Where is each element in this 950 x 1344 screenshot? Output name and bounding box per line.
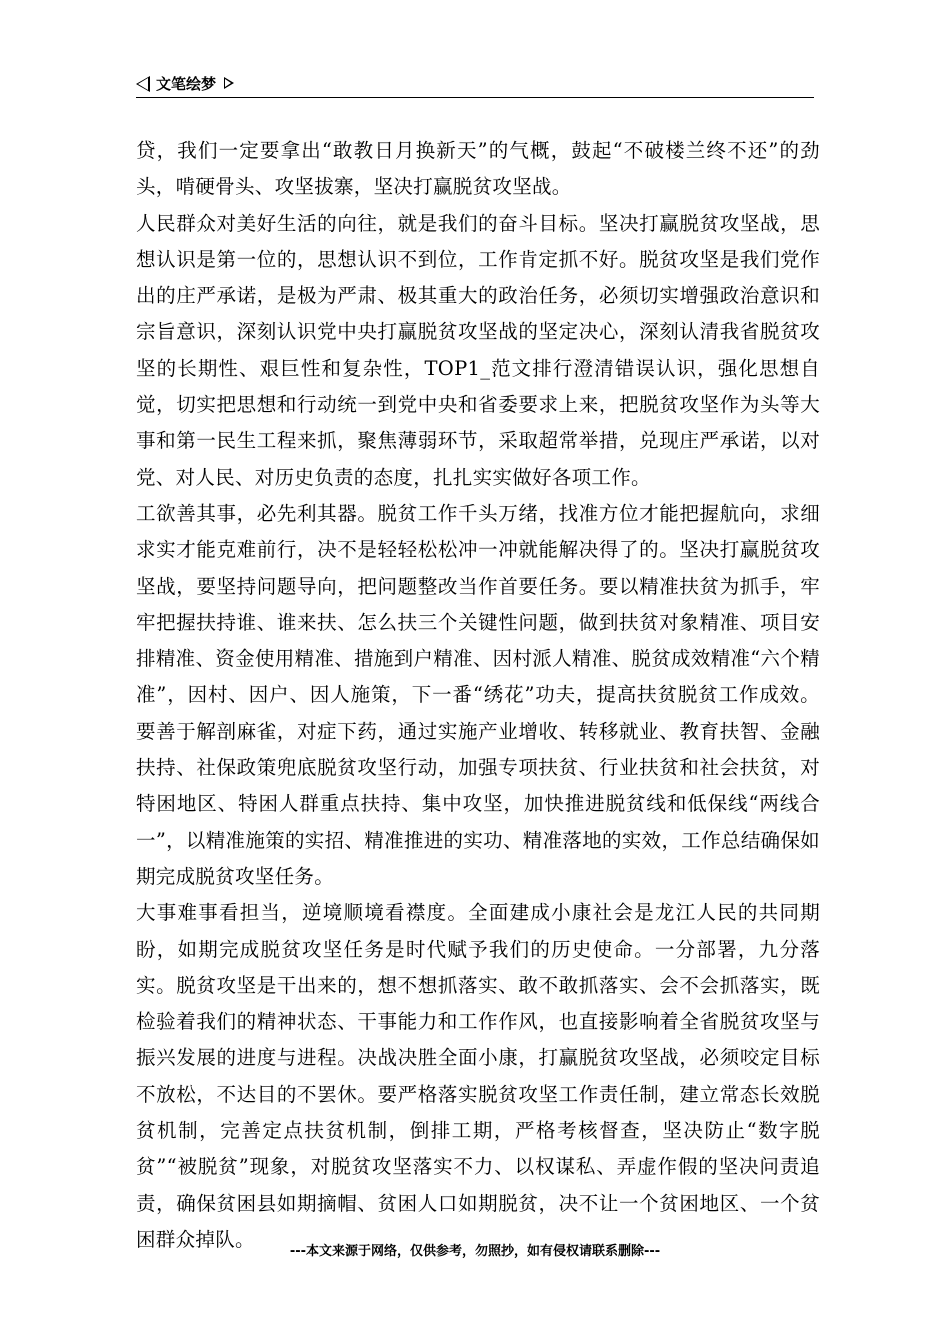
paragraph: 贷，我们一定要拿出“敢教日月换新天”的气概，鼓起“不破楼兰终不还”的劲头，啃硬骨头、攻坚拔寨，坚决打赢脱贫攻坚战。: [136, 139, 820, 199]
paragraph: 人民群众对美好生活的向往，就是我们的奋斗目标。坚决打赢脱贫攻坚战，思想认识是第一位的，思想认识不到位，工作肯定抓不好。脱贫攻坚是我们党作出的庄严承诺，是极为严肃、极其重大的政治任务，必须切实增强政治意识和宗旨意识，深刻认识党中央打赢脱贫攻坚战的坚定决心，深刻认清我省脱贫攻坚的长期性、艰巨性和复杂性，TOP1_范文排行澄清错误认识，强化思想自觉，切实把思想和行动统一到党中央和省委要求上来，把脱贫攻坚作为头等大事和第一民生工程来抓，聚焦薄弱环节，采取超常举措，兑现庄严承诺，以对党、对人民、对历史负责的态度，扎扎实实做好各项工作。: [136, 211, 820, 489]
triangle-left-icon: [136, 76, 150, 92]
footer-disclaimer: ---本文来源于网络，仅供参考，勿照抄，如有侵权请联系删除---: [289, 1244, 661, 1259]
header-divider: [136, 97, 814, 98]
paragraph: 工欲善其事，必先利其器。脱贫工作千头万绪，找准方位才能把握航向，求细求实才能克难前行，决不是轻轻松松冲一冲就能解决得了的。坚决打赢脱贫攻坚战，要坚持问题导向，把问题整改当作首要任务。要以精准扶贫为抓手，牢牢把握扶持谁、谁来扶、怎么扶三个关键性问题，做到扶贫对象精准、项目安排精准、资金使用精准、措施到户精准、因村派人精准、脱贫成效精准“六个精准”，因村、因户、因人施策，下一番“绣花”功夫，提高扶贫脱贫工作成效。要善于解剖麻雀，对症下药，通过实施产业增收、转移就业、教育扶智、金融扶持、社保政策兜底脱贫攻坚行动，加强专项扶贫、行业扶贫和社会扶贫，对特困地区、特困人群重点扶持、集中攻坚，加快推进脱贫线和低保线“两线合一”，以精准施策的实招、精准推进的实功、精准落地的实效，工作总结确保如期完成脱贫攻坚任务。: [136, 501, 820, 888]
document-body: [136, 133, 820, 1258]
triangle-right-icon: [224, 77, 234, 89]
paragraph: 大事难事看担当，逆境顺境看襟度。全面建成小康社会是龙江人民的共同期盼，如期完成脱贫攻坚任务是时代赋予我们的历史使命。一分部署，九分落实。脱贫攻坚是干出来的，想不想抓落实、敢不敢抓落实、会不会抓落实，既检验着我们的精神状态、干事能力和工作作风，也直接影响着全省脱贫攻坚与振兴发展的进度与进程。决战决胜全面小康，打赢脱贫攻坚战，必须咬定目标不放松，不达目的不罢休。要严格落实脱贫攻坚工作责任制，建立常态长效脱贫机制，完善定点扶贫机制，倒排工期，严格考核督查，坚决防止“数字脱贫”“被脱贫”现象，对脱贫攻坚落实不力、以权谋私、弄虚作假的坚决问责追责，确保贫困县如期摘帽、贫困人口如期脱贫，决不让一个贫困地区、一个贫困群众掉队。: [136, 901, 820, 1251]
page-header: [136, 74, 814, 98]
header-title: 文笔绘梦: [156, 75, 217, 93]
